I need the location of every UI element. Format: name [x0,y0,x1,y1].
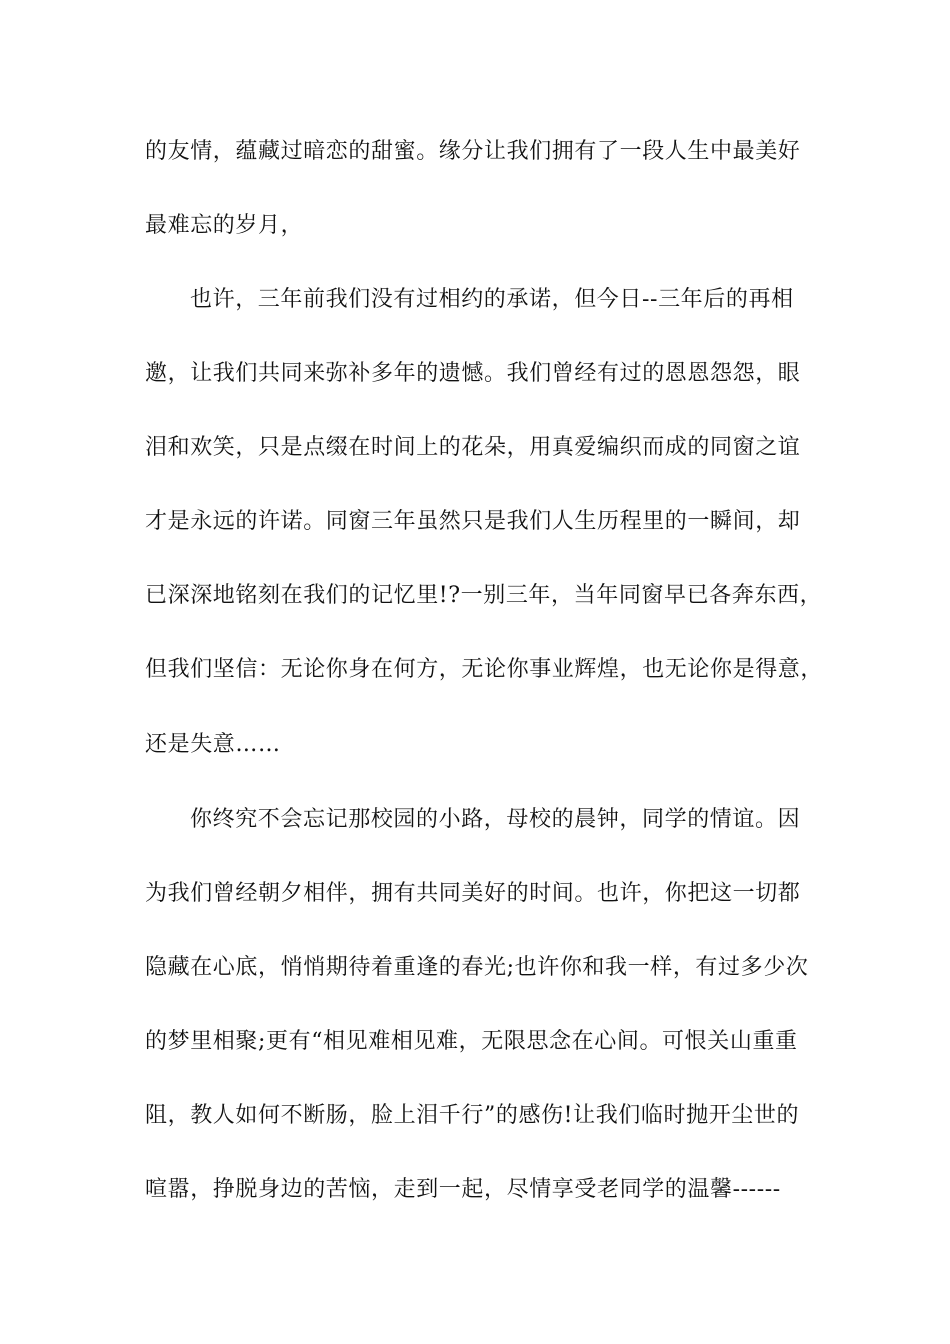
paragraph-start-line: 你终究不会忘记那校园的小路，母校的晨钟，同学的情谊。因 [190,807,801,832]
text-line: 喧嚣，挣脱身边的苦恼，走到一起，尽情享受老同学的温馨------ [145,1177,781,1202]
text-line: 已深深地铭刻在我们的记忆里!?一别三年，当年同窗早已各奔东西， [145,583,823,608]
text-line: 邀，让我们共同来弥补多年的遗憾。我们曾经有过的恩恩怨怨，眼 [145,361,801,386]
text-line: 的梦里相聚;更有“相见难相见难，无限思念在心间。可恨关山重重 [145,1029,798,1054]
text-line: 阻，教人如何不断肠，脸上泪千行”的感伤!让我们临时抛开尘世的 [145,1103,800,1128]
text-line: 的友情，蕴藏过暗恋的甜蜜。缘分让我们拥有了一段人生中最美好 [145,139,801,164]
text-line: 但我们坚信：无论你身在何方，无论你事业辉煌，也无论你是得意， [145,657,824,682]
text-line: 隐藏在心底，悄悄期待着重逢的春光;也许你和我一样，有过多少次 [145,955,809,980]
text-line: 为我们曾经朝夕相伴，拥有共同美好的时间。也许，你把这一切都 [145,881,801,906]
text-line: 最难忘的岁月， [145,213,304,238]
text-line: 泪和欢笑，只是点缀在时间上的花朵，用真爱编织而成的同窗之谊 [145,435,801,460]
text-line: 才是永远的许诺。同窗三年虽然只是我们人生历程里的一瞬间，却 [145,509,801,534]
paragraph-start-line: 也许，三年前我们没有过相约的承诺，但今日--三年后的再相 [190,287,794,312]
text-line: 还是失意…… [145,732,281,757]
